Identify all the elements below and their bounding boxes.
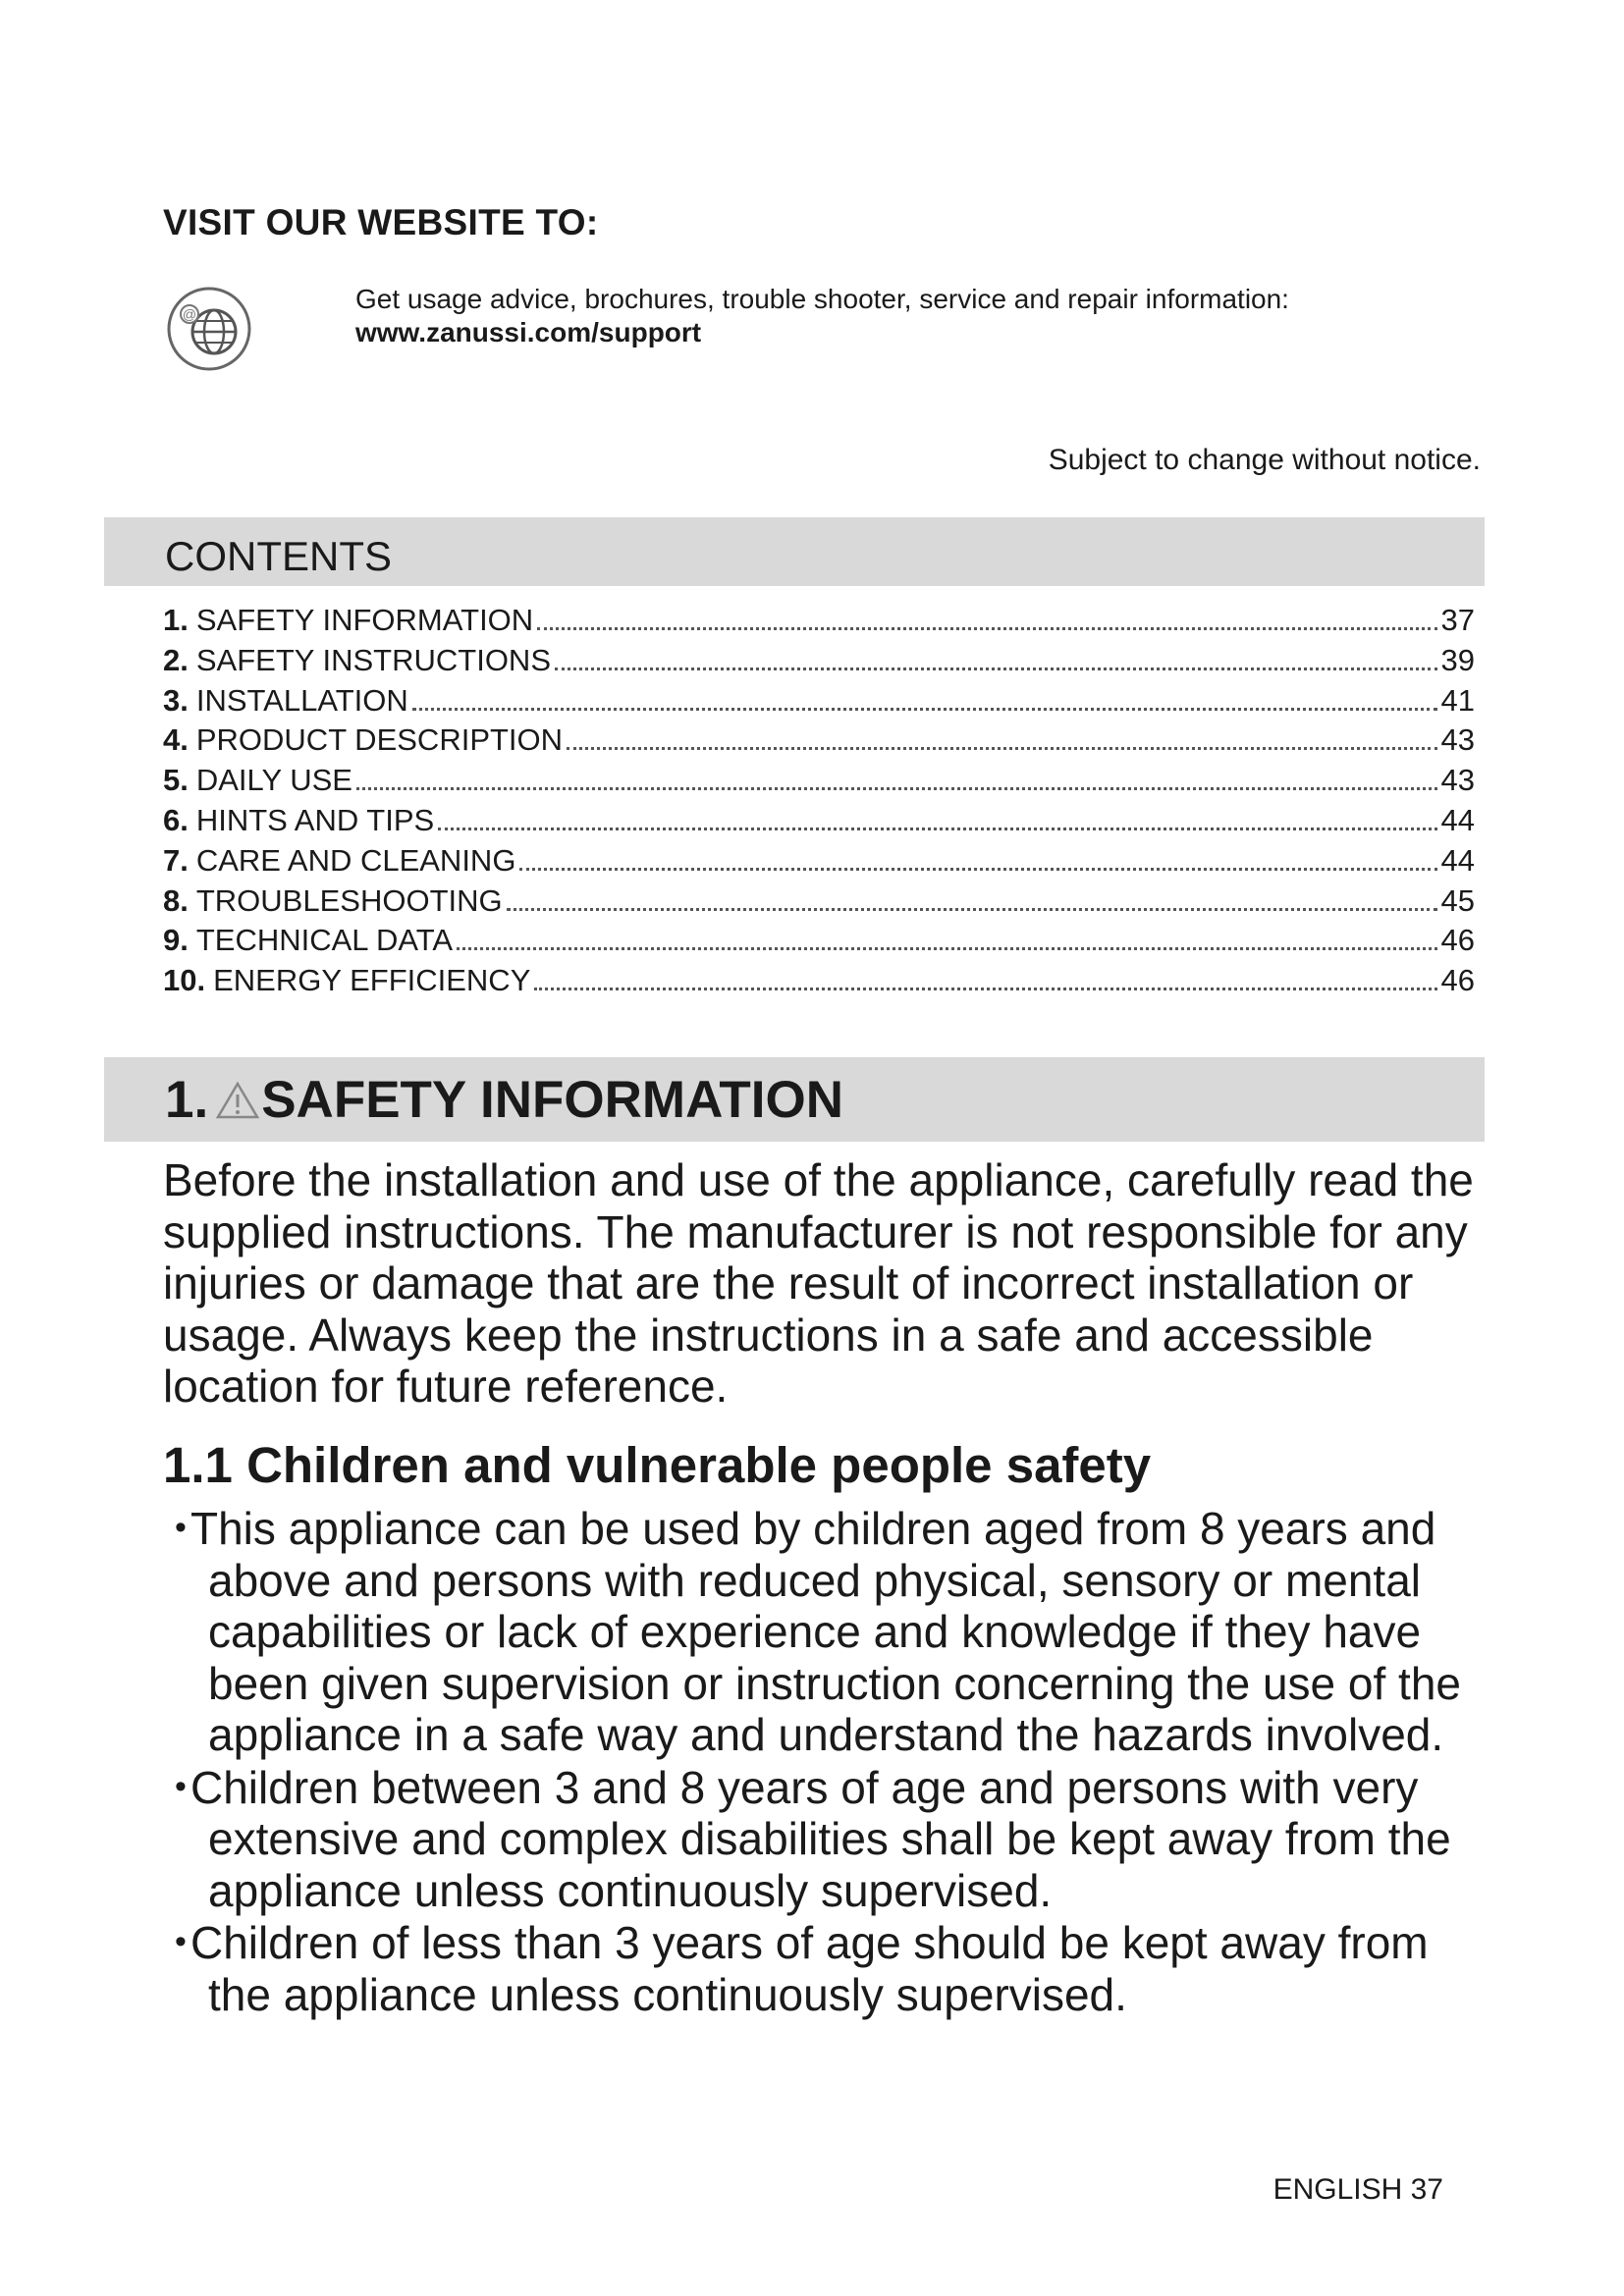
toc-entry[interactable] [163,801,1475,841]
change-notice: Subject to change without notice. [1048,444,1481,476]
section-title [165,1070,843,1130]
toc-leader-dots [555,667,1437,670]
section-title-text: SAFETY INFORMATION [261,1071,844,1129]
toc-entry[interactable] [163,921,1475,961]
website-heading: VISIT OUR WEBSITE TO: [163,202,599,242]
toc-page-number: 44 [1440,842,1475,878]
toc-entry[interactable] [163,841,1475,881]
toc-number: 7. [163,842,189,878]
toc-label: CARE AND CLEANING [195,842,516,878]
intro-paragraph: Before the installation and use of the appliance, carefully read the supplied instructions. The manufacturer is not responsible for any injuries or damage that are the result of incorrect installation or usage. Always keep the instructions in a safe and accessible location for future reference. [163,1154,1474,1412]
toc-leader-dots [537,627,1436,630]
toc-leader-dots [412,708,1437,711]
toc-number: 2. [163,642,189,677]
bullet-marker: • [175,1509,187,1546]
toc-leader-dots [457,947,1436,950]
contents-title: CONTENTS [165,533,392,579]
bullet-marker: • [175,1923,187,1960]
support-info [355,283,1289,349]
safety-bullet-item [163,1761,1479,1917]
toc-entry[interactable] [163,721,1475,761]
toc-label: INSTALLATION [195,682,408,718]
safety-bullet-item [163,1916,1479,2020]
toc-label: ENERGY EFFICIENCY [213,963,531,998]
section-number: 1. [165,1071,209,1129]
toc-page-number: 41 [1440,682,1475,718]
toc-label: TROUBLESHOOTING [195,882,503,918]
toc-label: TECHNICAL DATA [195,923,454,958]
toc-leader-dots [534,988,1436,990]
toc-label: SAFETY INFORMATION [195,603,534,637]
toc-leader-dots [519,868,1436,871]
toc-page-number: 46 [1440,923,1475,958]
svg-text:@: @ [182,306,197,322]
toc-page-number: 46 [1440,963,1475,998]
page-footer: ENGLISH 37 [1272,2173,1443,2206]
contents-header-band [104,517,1485,586]
toc-page-number: 44 [1440,802,1475,837]
globe-at-icon [165,285,253,373]
toc-leader-dots [567,747,1436,750]
section-header-band [104,1057,1485,1142]
toc-page-number: 43 [1440,722,1475,758]
toc-number: 4. [163,722,189,758]
toc-leader-dots [507,908,1437,911]
toc-page-number: 43 [1440,763,1475,798]
toc-number: 3. [163,682,189,718]
warning-triangle-icon [216,1081,259,1120]
bullet-text: Children between 3 and 8 years of age and persons with very extensive and complex disabilities shall be kept away from the appliance unless continuously supervised. [190,1761,1451,1916]
toc-label: HINTS AND TIPS [195,802,435,837]
toc-entry[interactable] [163,761,1475,801]
toc-entry[interactable] [163,881,1475,922]
toc-page-number: 37 [1440,603,1475,637]
toc-entry[interactable] [163,601,1475,641]
safety-bullet-list [163,1502,1479,2020]
bullet-text: Children of less than 3 years of age should be kept away from the appliance unless continuously supervised. [190,1917,1429,2020]
toc-number: 6. [163,802,189,837]
toc-page-number: 45 [1440,882,1475,918]
support-description: Get usage advice, brochures, trouble shooter, service and repair information: [355,284,1289,314]
bullet-text: This appliance can be used by children aged from 8 years and above and persons with reduced physical, sensory or mental capabilities or lack of experience and knowledge if they have been given supervision or instruction concerning the use of the appliance in a safe way and understand the hazards involved. [190,1503,1462,1760]
toc-entry[interactable] [163,961,1475,1001]
toc-leader-dots [438,828,1436,830]
toc-label: SAFETY INSTRUCTIONS [195,642,551,677]
toc-entry[interactable] [163,681,1475,721]
toc-number: 9. [163,923,189,958]
subsection-heading: 1.1 Children and vulnerable people safety [163,1437,1152,1493]
toc-number: 1. [163,603,189,637]
table-of-contents [163,601,1475,1001]
toc-label: PRODUCT DESCRIPTION [195,722,564,758]
toc-number: 5. [163,763,189,798]
toc-label: DAILY USE [195,763,352,798]
safety-bullet-item [163,1502,1479,1761]
toc-leader-dots [356,787,1437,790]
toc-number: 10. [163,963,206,998]
toc-number: 8. [163,882,189,918]
toc-page-number: 39 [1440,642,1475,677]
support-url-link[interactable]: www.zanussi.com/support [355,317,702,347]
toc-entry[interactable] [163,641,1475,681]
bullet-marker: • [175,1767,187,1805]
